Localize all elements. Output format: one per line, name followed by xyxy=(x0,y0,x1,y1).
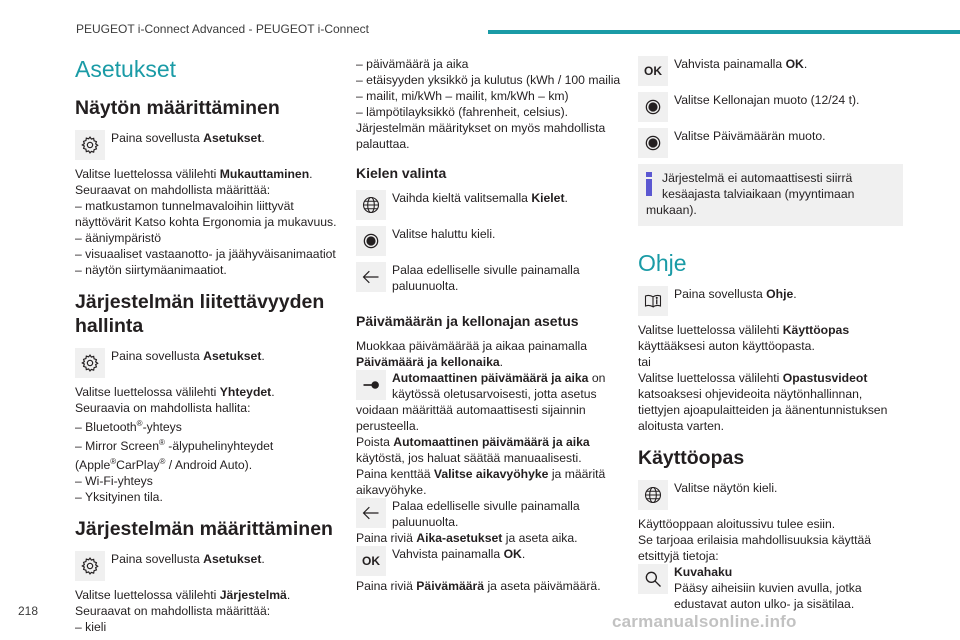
book-info-icon xyxy=(638,286,668,316)
heading-kielen-valinta: Kielen valinta xyxy=(356,165,447,181)
list-item: – lämpötilayksikkö (fahrenheit, celsius). xyxy=(356,105,569,119)
paragraph: Valitse luettelossa välilehti Järjestelmä. xyxy=(75,588,291,603)
paragraph: Muokkaa päivämäärää ja aikaa painamalla xyxy=(356,339,588,353)
auto-date-instruction: Automaattinen päivämäärä ja aika on käytössä oletusarvoisesti, jotta asetus voidaan määrittää automaattisesti sijainnin perusteella. xyxy=(356,371,606,433)
heading-jarjestelma: Järjestelmän määrittäminen xyxy=(75,518,333,541)
back-arrow-icon xyxy=(356,262,386,292)
list-item: – visuaaliset vastaanotto- ja jäähyväisanimaatiot xyxy=(75,247,336,261)
radio-selected-icon xyxy=(638,92,668,122)
paragraph: Päivämäärä ja kellonaika. xyxy=(356,355,504,369)
image-search-item: Kuvahaku Pääsy aiheisiin kuvien avulla, jotka edustavat auton ulko- ja sisätilaa. xyxy=(638,564,903,612)
list-item: – Yksityinen tila. xyxy=(75,490,163,505)
globe-icon xyxy=(638,480,668,510)
header-accent-bar xyxy=(488,30,960,34)
list-item: – kieli xyxy=(75,620,107,635)
select-language-instruction: Valitse haluttu kieli. xyxy=(356,226,621,256)
language-instruction: Vaihda kieltä valitsemalla Kielet. xyxy=(356,190,621,220)
info-icon xyxy=(646,172,652,196)
paragraph: Seuraavat on mahdollista määrittää: xyxy=(75,183,271,197)
ok-instruction: OK Vahvista painamalla OK. xyxy=(638,56,903,86)
date-format-instruction: Valitse Päivämäärän muoto. xyxy=(638,128,903,158)
info-note: Järjestelmä ei automaattisesti siirrä kesäajasta talviaikaan (myyntimaan mukaan). xyxy=(638,164,903,226)
list-item: – matkustamon tunnelmavaloihin liittyvät näyttövärit Katso kohta Ergonomia ja mukavuus. xyxy=(75,199,337,229)
paragraph: Paina kenttää Valitse aikavyöhyke ja määritä aikavyöhyke. xyxy=(356,467,606,497)
settings-instruction: Paina sovellusta Asetukset. xyxy=(75,551,340,581)
back-arrow-icon xyxy=(356,498,386,528)
paragraph: Valitse luettelossa välilehti Opastusvideot katsoaksesi ohjevideoita näytönhallinnan, tiettyjen ajoapulaitteiden ja äänentunnistuksen aloitusta varten. xyxy=(638,371,888,433)
column-3 xyxy=(638,56,903,618)
paragraph: Paina riviä Aika-asetukset ja aseta aika. xyxy=(356,531,578,545)
paragraph: tai xyxy=(638,355,651,369)
heading-paivamaara: Päivämäärän ja kellonajan asetus xyxy=(356,313,579,329)
ok-button-icon: OK xyxy=(638,56,668,86)
watermark: carmanualsonline.info xyxy=(612,612,797,631)
list-item: (Apple®CarPlay® / Android Auto). xyxy=(75,457,253,473)
list-item: – näytön siirtymäanimaatiot. xyxy=(75,263,227,277)
running-header: PEUGEOT i-Connect Advanced - PEUGEOT i-Connect xyxy=(76,22,370,36)
paragraph: Se tarjoaa erilaisia mahdollisuuksia käyttää etsittyjä tietoja: xyxy=(638,533,872,563)
settings-instruction: Paina sovellusta Asetukset. xyxy=(75,130,340,160)
paragraph: Valitse luettelossa välilehti Mukauttaminen. xyxy=(75,167,313,181)
radio-selected-icon xyxy=(638,128,668,158)
column-2 xyxy=(356,56,621,594)
paragraph: Valitse luettelossa välilehti Käyttöopas käyttääksesi auton käyttöopasta. xyxy=(638,323,850,353)
gear-icon xyxy=(75,551,105,581)
settings-instruction: Paina sovellusta Asetukset. xyxy=(75,348,340,378)
column-1 xyxy=(75,56,340,635)
list-item: – ääniympäristö xyxy=(75,231,162,245)
heading-naytto: Näytön määrittäminen xyxy=(75,97,280,119)
ok-button-icon: OK xyxy=(356,546,386,576)
time-format-instruction: Valitse Kellonajan muoto (12/24 t). xyxy=(638,92,903,122)
list-item: – päivämäärä ja aika xyxy=(356,57,469,71)
gear-icon xyxy=(75,130,105,160)
section-title-ohje: Ohje xyxy=(638,250,687,276)
manual-language-instruction: Valitse näytön kieli. xyxy=(638,480,903,510)
paragraph: Käyttöoppaan aloitussivu tulee esiin. xyxy=(638,517,836,531)
globe-icon xyxy=(356,190,386,220)
page-number: 218 xyxy=(18,604,39,618)
section-title-asetukset: Asetukset xyxy=(75,56,176,82)
heading-liitettavyys: Järjestelmän liitettävyyden hallinta xyxy=(75,291,325,337)
back-instruction: Palaa edelliselle sivulle painamalla paluunuolta. xyxy=(356,262,621,294)
ok-instruction: OK Vahvista painamalla OK. xyxy=(356,546,621,576)
list-item: – Mirror Screen® -älypuhelinyhteydet xyxy=(75,438,274,454)
paragraph: Valitse luettelossa välilehti Yhteydet. xyxy=(75,385,275,399)
list-item: – Bluetooth®-yhteys xyxy=(75,419,182,435)
paragraph: Seuraavia on mahdollista hallita: xyxy=(75,401,251,415)
gear-icon xyxy=(75,348,105,378)
list-item: – etäisyyden yksikkö ja kulutus (kWh / 100 mailia – mailit, mi/kWh – mailit, km/kWh – km) xyxy=(356,73,621,103)
paragraph: Järjestelmän määritykset on myös mahdollista palauttaa. xyxy=(356,121,606,151)
toggle-switch-icon xyxy=(356,370,386,400)
paragraph: Seuraavat on mahdollista määrittää: xyxy=(75,604,271,619)
help-instruction: Paina sovellusta Ohje. xyxy=(638,286,903,316)
search-icon xyxy=(638,564,668,594)
back-instruction: Palaa edelliselle sivulle painamalla paluunuolta. xyxy=(356,498,621,530)
paragraph: Paina riviä Päivämäärä ja aseta päivämäärä. xyxy=(356,579,601,593)
paragraph: Poista Automaattinen päivämäärä ja aika käytöstä, jos haluat säätää manuaalisesti. xyxy=(356,435,590,465)
list-item: – Wi-Fi-yhteys xyxy=(75,474,153,489)
heading-kayttoopas: Käyttöopas xyxy=(638,447,745,469)
radio-selected-icon xyxy=(356,226,386,256)
